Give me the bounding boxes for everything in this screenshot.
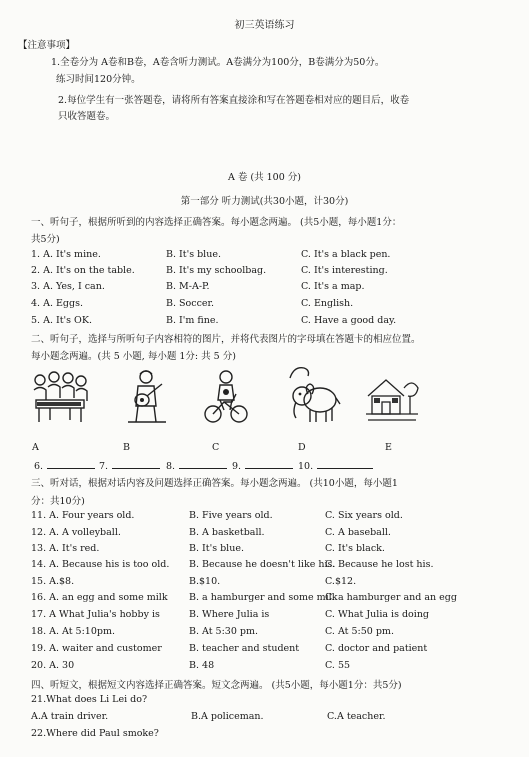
option-c: C. 55 bbox=[325, 660, 351, 671]
note-1-time: 练习时间120分钟。 bbox=[56, 74, 141, 85]
answer-blank bbox=[166, 459, 227, 472]
option-c: C. It's interesting. bbox=[301, 265, 388, 276]
option-a: 15. A.$8. bbox=[31, 576, 75, 587]
q3-intro-line-2: 分：共10分) bbox=[31, 496, 85, 507]
note-2-line-2: 只收答题卷。 bbox=[58, 111, 116, 122]
picture-label-c: C bbox=[212, 442, 220, 453]
option-b: B. It's blue. bbox=[189, 543, 244, 554]
option-b: B. Five years old. bbox=[189, 510, 273, 521]
option-c: C.A teacher. bbox=[327, 711, 386, 722]
question-row bbox=[31, 315, 501, 329]
option-b: B. Where Julia is bbox=[189, 609, 270, 620]
part-1-title: 第一部分 听力测试(共30小题，计30分) bbox=[180, 196, 349, 207]
option-b: B. Because he doesn't like his. bbox=[189, 559, 336, 570]
option-c: C. English. bbox=[301, 298, 354, 309]
question-row bbox=[31, 510, 501, 524]
answer-blank bbox=[298, 459, 373, 472]
q2-intro-line-1: 二、听句子，选择与所听句子内容相符的图片，并将代表图片的字母填在答题卡的相应位置。 bbox=[31, 334, 421, 345]
blank-number: 7. bbox=[99, 461, 109, 472]
option-a: 5. A. It's OK. bbox=[31, 315, 92, 326]
question-row bbox=[31, 559, 501, 573]
option-b: B.A policeman. bbox=[191, 711, 264, 722]
answer-blank bbox=[99, 459, 160, 472]
option-c: C.$12. bbox=[325, 576, 357, 587]
option-b: B. It's my schoolbag. bbox=[166, 265, 267, 276]
picture-label-a: A bbox=[32, 442, 39, 453]
question-row bbox=[31, 543, 501, 557]
option-c: C. Six years old. bbox=[325, 510, 403, 521]
question-row bbox=[31, 626, 501, 640]
note-2-line-1: 2.每位学生有一张答题卷，请将所有答案直接涂和写在答题卷相对应的题目后，收卷 bbox=[58, 95, 410, 106]
question-row bbox=[31, 281, 501, 295]
blank-line bbox=[179, 459, 227, 469]
blank-number: 6. bbox=[34, 461, 44, 472]
option-b: B. Soccer. bbox=[166, 298, 215, 309]
picture-a-people-at-table bbox=[30, 368, 90, 426]
option-c: C. What Julia is doing bbox=[325, 609, 430, 620]
note-1: 1.全卷分为 A卷和B卷，A卷含听力测试。A卷满分为100分，B卷满分为50分。 bbox=[51, 57, 385, 68]
option-c: C. a hamburger and an egg bbox=[325, 592, 457, 603]
question-row bbox=[31, 609, 501, 623]
blank-line bbox=[245, 459, 293, 469]
q22-stem: 22.Where did Paul smoke? bbox=[31, 728, 159, 739]
question-row bbox=[31, 592, 501, 606]
question-row bbox=[31, 711, 501, 725]
picture-label-b: B bbox=[123, 442, 130, 453]
option-c: C. doctor and patient bbox=[325, 643, 428, 654]
option-c: C. It's a map. bbox=[301, 281, 365, 292]
blank-line bbox=[317, 459, 373, 469]
option-c: C. Have a good day. bbox=[301, 315, 397, 326]
blank-number: 8. bbox=[166, 461, 176, 472]
question-row bbox=[31, 527, 501, 541]
question-row bbox=[31, 643, 501, 657]
option-a: 14. A. Because his is too old. bbox=[31, 559, 170, 570]
option-a: 16. A. an egg and some milk bbox=[31, 592, 168, 603]
option-a: 19. A. waiter and customer bbox=[31, 643, 162, 654]
question-row bbox=[31, 265, 501, 279]
question-row bbox=[31, 249, 501, 263]
picture-d-elephant bbox=[284, 364, 342, 426]
option-a: 12. A. A volleyball. bbox=[31, 527, 121, 538]
option-c: C. At 5:50 pm. bbox=[325, 626, 394, 637]
answer-blank bbox=[232, 459, 293, 472]
option-a: 18. A. At 5:10pm. bbox=[31, 626, 116, 637]
option-a: 13. A. It's red. bbox=[31, 543, 100, 554]
q2-intro-line-2: 每小题念两遍。(共 5 小题, 每小题 1分: 共 5 分) bbox=[31, 351, 236, 362]
answer-blank bbox=[34, 459, 95, 472]
option-b: B.$10. bbox=[189, 576, 221, 587]
picture-label-d: D bbox=[298, 442, 306, 453]
notes-header: 【注意事项】 bbox=[18, 40, 76, 51]
option-a: 4. A. Eggs. bbox=[31, 298, 83, 309]
option-c: C. Because he lost his. bbox=[325, 559, 434, 570]
option-b: B. 48 bbox=[189, 660, 215, 671]
blank-number: 10. bbox=[298, 461, 314, 472]
option-b: B. teacher and student bbox=[189, 643, 300, 654]
q21-stem: 21.What does Li Lei do? bbox=[31, 694, 148, 705]
option-b: B. a hamburger and some milk bbox=[189, 592, 338, 603]
option-a: A.A train driver. bbox=[31, 711, 109, 722]
blank-number: 9. bbox=[232, 461, 242, 472]
picture-label-e: E bbox=[385, 442, 392, 453]
section-a-title: A 卷 (共 100 分) bbox=[228, 172, 301, 183]
option-b: B. I'm fine. bbox=[166, 315, 219, 326]
picture-c-kid-riding-bike bbox=[202, 368, 250, 426]
option-b: B. At 5:30 pm. bbox=[189, 626, 259, 637]
q3-intro-line-1: 三、听对话，根据对话内容及问题选择正确答案。每小题念两遍。 (共10小题，每小题1 bbox=[31, 478, 398, 489]
question-row bbox=[31, 660, 501, 674]
option-a: 20. A. 30 bbox=[31, 660, 75, 671]
option-c: C. It's black. bbox=[325, 543, 385, 554]
blank-line bbox=[47, 459, 95, 469]
q1-intro-line-2: 共5分) bbox=[31, 234, 60, 245]
option-c: C. A baseball. bbox=[325, 527, 391, 538]
picture-b-girl-playing-guitar bbox=[122, 368, 172, 426]
option-c: C. It's a black pen. bbox=[301, 249, 391, 260]
option-a: 2. A. It's on the table. bbox=[31, 265, 135, 276]
page-title: 初三英语练习 bbox=[234, 20, 295, 31]
option-a: 3. A. Yes, I can. bbox=[31, 281, 105, 292]
q4-intro: 四、听短文，根据短文内容选择正确答案。短文念两遍。 (共5小题，每小题1分：共5分) bbox=[31, 680, 402, 691]
option-b: B. It's blue. bbox=[166, 249, 221, 260]
option-a: 17. A What Julia's hobby is bbox=[31, 609, 160, 620]
option-b: B. M-A-P. bbox=[166, 281, 210, 292]
option-a: 11. A. Four years old. bbox=[31, 510, 135, 521]
picture-e-house-scene bbox=[364, 368, 420, 426]
q1-intro-line-1: 一、听句子，根据所听到的内容选择正确答案。每小题念两遍。 (共5小题，每小题1分： bbox=[31, 217, 402, 228]
question-row bbox=[31, 576, 501, 590]
option-b: B. A basketball. bbox=[189, 527, 265, 538]
blank-line bbox=[112, 459, 160, 469]
question-row bbox=[31, 298, 501, 312]
option-a: 1. A. It's mine. bbox=[31, 249, 101, 260]
